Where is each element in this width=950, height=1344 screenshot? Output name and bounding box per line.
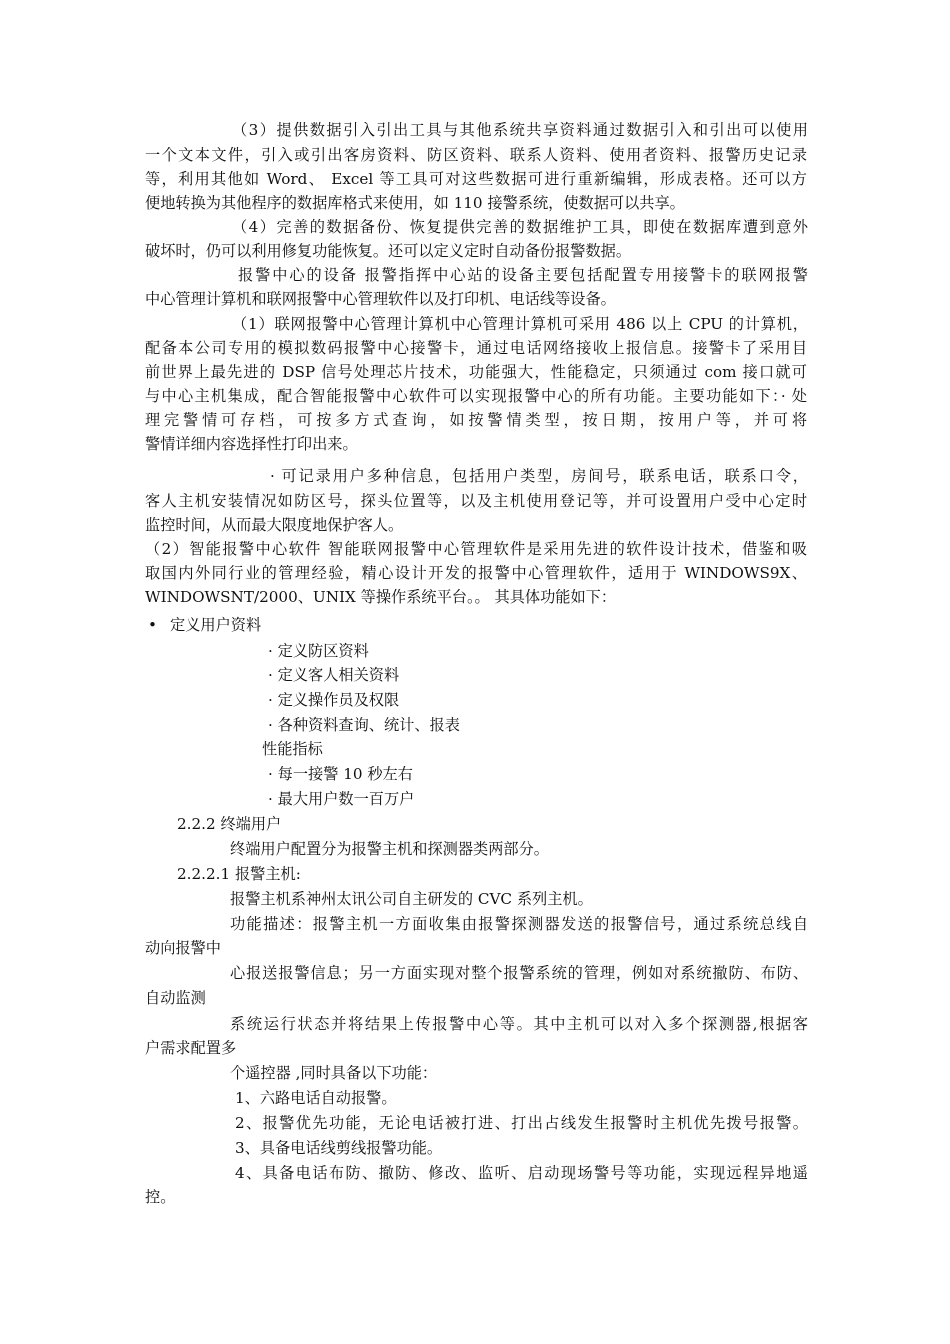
list-item: · 定义操作员及权限: [268, 691, 400, 709]
paragraph-line: · 可记录用户多种信息，包括用户类型，房间号，联系电话，联系口令，: [270, 467, 808, 485]
paragraph-line: 与中心主机集成，配合智能报警中心软件可以实现报警中心的所有功能。主要功能如下：· 处: [145, 387, 807, 405]
paragraph-line: 监控时间，从而最大限度地保护客人。: [145, 516, 404, 534]
bullet-icon: •: [148, 616, 157, 634]
paragraph-line: 一个文本文件，引入或引出客房资料、防区资料、联系人资料、使用者资料、报警历史记录: [145, 146, 807, 164]
paragraph-line: 中心管理计算机和联网报警中心管理软件以及打印机、电话线等设备。: [145, 290, 616, 308]
paragraph-line: 前世界上最先进的 DSP 信号处理芯片技术，功能强大，性能稳定，只须通过 com 接口就可: [145, 363, 807, 381]
paragraph-line: 终端用户配置分为报警主机和探测器类两部分。: [230, 840, 549, 858]
paragraph-line: 破坏时，仍可以利用修复功能恢复。还可以定义定时自动备份报警数据。: [145, 242, 631, 260]
subheading: 性能指标: [262, 740, 323, 758]
paragraph-line: 户需求配置多: [145, 1039, 237, 1057]
section-heading: 2.2.2 终端用户: [177, 815, 282, 833]
paragraph-line: （4）完善的数据备份、恢复提供完善的数据维护工具，即使在数据库遭到意外: [232, 218, 808, 236]
paragraph-line: 动向报警中: [145, 939, 221, 957]
paragraph-line: （3）提供数据引入引出工具与其他系统共享资料通过数据引入和引出可以使用: [232, 121, 808, 139]
paragraph-line: 控。: [145, 1188, 176, 1206]
section-heading: 2.2.2.1 报警主机:: [177, 865, 301, 883]
paragraph-line: 配备本公司专用的模拟数码报警中心接警卡，通过电话网络接收上报信息。接警卡了采用目: [145, 339, 807, 357]
paragraph-line: 便地转换为其他程序的数据库格式来使用，如 110 接警系统，使数据可以共享。: [145, 194, 685, 212]
list-item: 4、具备电话布防、撤防、修改、监听、启动现场警号等功能，实现远程异地遥: [235, 1164, 808, 1182]
list-item: 3、具备电话线剪线报警功能。: [235, 1139, 443, 1157]
paragraph-line: 报警中心的设备 报警指挥中心站的设备主要包括配置专用接警卡的联网报警: [238, 266, 808, 284]
paragraph-line: 系统运行状态并将结果上传报警中心等。其中主机可以对入多个探测器,根据客: [230, 1015, 808, 1033]
list-item: · 最大用户数一百万户: [268, 790, 415, 808]
list-item: · 各种资料查询、统计、报表: [268, 716, 460, 734]
paragraph-line: 功能描述：报警主机一方面收集由报警探测器发送的报警信号，通过系统总线自: [230, 915, 808, 933]
paragraph-line: 报警主机系神州太讯公司自主研发的 CVC 系列主机。: [230, 890, 593, 908]
paragraph-line: 警情详细内容选择性打印出来。: [145, 435, 358, 453]
paragraph-line: 取国内外同行业的管理经验，精心设计开发的报警中心管理软件，适用于 WINDOWS9X、: [145, 564, 807, 582]
list-item: · 定义客人相关资料: [268, 666, 400, 684]
list-item: · 定义防区资料: [268, 642, 369, 660]
paragraph-line: 个遥控器 ,同时具备以下功能：: [230, 1064, 438, 1082]
paragraph-line: 理完警情可存档，可按多方式查询，如按警情类型，按日期，按用户等，并可将: [145, 411, 807, 429]
paragraph-line: （1）联网报警中心管理计算机中心管理计算机可采用 486 以上 CPU 的计算机，: [232, 315, 808, 333]
paragraph-line: （2）智能报警中心软件 智能联网报警中心管理软件是采用先进的软件设计技术，借鉴和吸: [145, 540, 807, 558]
list-item: 2、报警优先功能，无论电话被打进、打出占线发生报警时主机优先拨号报警。: [235, 1114, 808, 1132]
paragraph-line: 心报送报警信息；另一方面实现对整个报警系统的管理，例如对系统撤防、布防、: [230, 964, 808, 982]
paragraph-line: 自动监测: [145, 989, 206, 1007]
paragraph-line: 等，利用其他如 Word、 Excel 等工具可对这些数据可进行重新编辑，形成表格。还可以方: [145, 170, 807, 188]
list-item: 定义用户资料: [170, 616, 262, 634]
paragraph-line: 客人主机安装情况如防区号，探头位置等，以及主机使用登记等，并可设置用户受中心定时: [145, 492, 807, 510]
list-item: 1、六路电话自动报警。: [235, 1089, 397, 1107]
paragraph-line: WINDOWSNT/2000、UNIX 等操作系统平台。。 其具体功能如下：: [145, 588, 617, 606]
list-item: · 每一接警 10 秒左右: [268, 765, 413, 783]
